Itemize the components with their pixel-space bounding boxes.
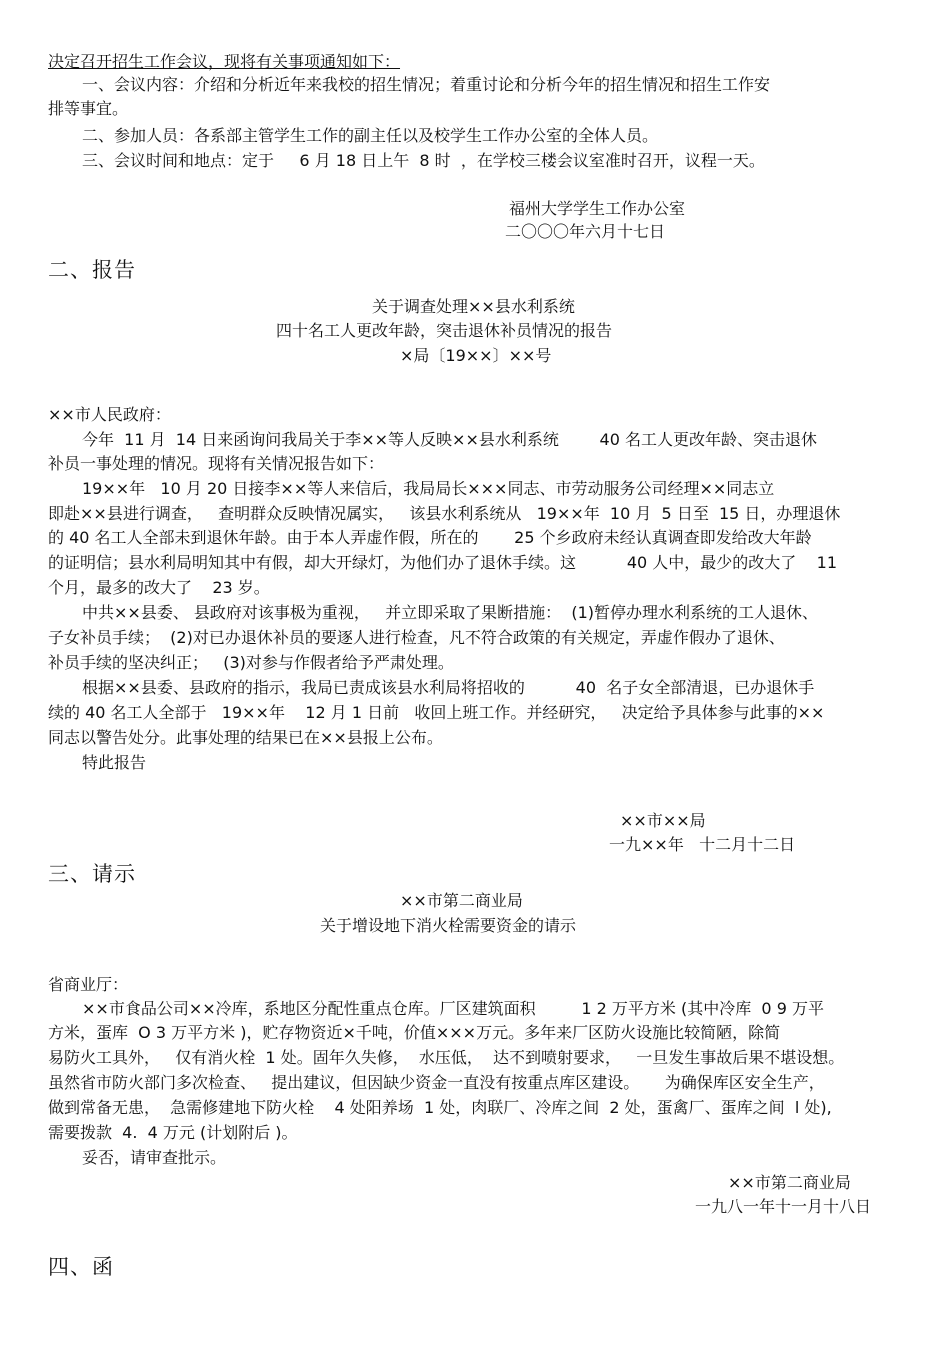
report-title-line-1: 关于调查处理××县水利系统 <box>372 297 575 316</box>
report-closing: 特此报告 <box>82 753 147 772</box>
report-issuer: ××市××局 <box>620 811 706 830</box>
section-heading-request: 三、请示 <box>48 862 136 886</box>
report-line-9: 子女补员手续； (2)对已办退休补员的要逐人进行检查，凡不符合政策的有关规定，弄虚作假办了退休、 <box>48 628 785 647</box>
request-title-line-2: 关于增设地下消火栓需要资金的请示 <box>320 916 577 935</box>
report-doc-number: ×局〔19××〕××号 <box>400 346 552 365</box>
report-line-2: 补员一事处理的情况。现将有关情况报告如下： <box>48 454 385 473</box>
request-line-6: 需要拨款 4. 4 万元 (计划附后 )。 <box>48 1123 298 1142</box>
section-heading-letter: 四、函 <box>48 1255 114 1279</box>
report-line-3: 19××年 10 月 20 日接李××等人来信后，我局局长×××同志、市劳动服务公司经理××同志立 <box>82 479 775 498</box>
notice-issuer: 福州大学学生工作办公室 <box>509 199 686 218</box>
notice-line-4: 二、参加人员：各系部主管学生工作的副主任以及校学生工作办公室的全体人员。 <box>82 126 659 145</box>
request-line-1: ××市食品公司××冷库，系地区分配性重点仓库。厂区建筑面积 1 2 万平方米 (其中冷库 0 9 万平 <box>82 999 824 1018</box>
notice-line-1: 决定召开招生工作会议，现将有关事项通知如下： <box>48 52 401 71</box>
request-recipient: 省商业厅： <box>48 975 129 994</box>
notice-line-3: 排等事宜。 <box>48 99 129 118</box>
notice-line-2: 一、会议内容：介绍和分析近年来我校的招生情况；着重讨论和分析今年的招生情况和招生工作安 <box>82 75 771 94</box>
report-line-6: 的证明信；县水利局明知其中有假，却大开绿灯，为他们办了退休手续。这 40 人中，最少的改大了 11 <box>48 553 838 572</box>
report-line-8: 中共××县委、 县政府对该事极为重视， 并立即采取了果断措施： (1)暂停办理水利系统的工人退休、 <box>82 603 818 622</box>
request-issuer: ××市第二商业局 <box>728 1173 851 1192</box>
request-line-3: 易防火工具外， 仅有消火栓 1 处。固年久失修， 水压低， 达不到喷射要求， 一旦发生事故后果不堪设想。 <box>48 1048 845 1067</box>
report-date: 一九××年 十二月十二日 <box>609 835 796 854</box>
request-line-2: 方米，蛋库 O 3 万平方米 )，贮存物资近×千吨，价值×××万元。多年来厂区防火设施比较简陋，除简 <box>48 1023 781 1042</box>
request-title-line-1: ××市第二商业局 <box>400 891 523 910</box>
report-line-5: 的 40 名工人全部未到退休年龄。由于本人弄虚作假，所在的 25 个乡政府未经认真调查即发给改大年龄 <box>48 528 812 547</box>
report-line-4: 即赴××县进行调查， 查明群众反映情况属实， 该县水利系统从 19××年 10 月 5 日至 15 日，办理退休 <box>48 504 841 523</box>
report-line-7: 个月，最多的改大了 23 岁。 <box>48 578 270 597</box>
notice-date: 二〇〇〇年六月十七日 <box>505 222 666 241</box>
request-line-4: 虽然省市防火部门多次检查、 提出建议，但因缺少资金一直没有按重点库区建设。 为确保库区安全生产， <box>48 1073 825 1092</box>
report-line-1: 今年 11 月 14 日来函询问我局关于李××等人反映××县水利系统 40 名工人更改年龄、突击退休 <box>82 430 817 449</box>
report-line-13: 同志以警告处分。此事处理的结果已在××县报上公布。 <box>48 728 443 747</box>
notice-line-5: 三、会议时间和地点：定于 6 月 18 日上午 8 时 ，在学校三楼会议室准时召开，议程一天。 <box>82 151 765 170</box>
section-heading-report: 二、报告 <box>48 258 136 282</box>
request-line-5: 做到常备无患， 急需修建地下防火栓 4 处阳养场 1 处，肉联厂、冷库之间 2 处，蛋禽厂、蛋库之间 l 处), <box>48 1098 832 1117</box>
report-recipient: ××市人民政府： <box>48 405 171 424</box>
report-line-12: 续的 40 名工人全部于 19××年 12 月 1 日前 收回上班工作。并经研究， 决定给予具体参与此事的×× <box>48 703 825 722</box>
report-title-line-2: 四十名工人更改年龄，突击退休补员情况的报告 <box>276 321 613 340</box>
request-date: 一九八一年十一月十八日 <box>695 1197 872 1216</box>
report-line-10: 补员手续的坚决纠正； (3)对参与作假者给予严肃处理。 <box>48 653 454 672</box>
report-line-11: 根据××县委、县政府的指示，我局已责成该县水利局将招收的 40 名子女全部清退，已办退休手 <box>82 678 815 697</box>
request-closing: 妥否，请审查批示。 <box>82 1148 227 1167</box>
